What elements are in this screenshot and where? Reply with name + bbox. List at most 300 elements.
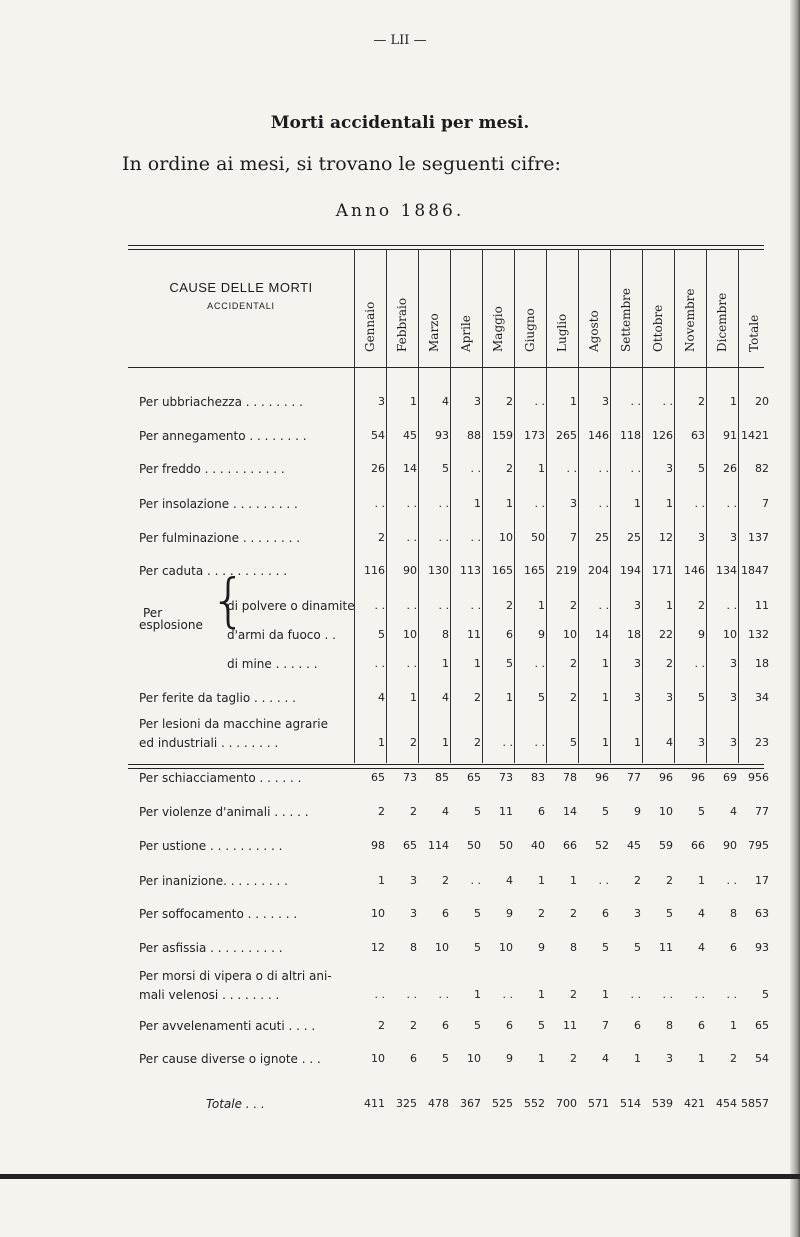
row-label-cont: ed industriali . . . . . . . . — [139, 736, 279, 750]
row-label: Per soffocamento . . . . . . . — [139, 907, 298, 921]
month-header: Ottobre — [651, 304, 665, 352]
table-cell: 194 — [620, 564, 641, 577]
table-cell: 77 — [627, 771, 641, 784]
table-cell: . . — [470, 462, 481, 475]
table-cell: . . — [470, 874, 481, 887]
page-edge — [790, 0, 800, 1237]
month-header: Marzo — [427, 313, 441, 352]
table-cell: 45 — [627, 839, 641, 852]
table-cell: . . — [438, 599, 449, 612]
table-cell: 8 — [666, 1019, 673, 1032]
table-cell: 10 — [563, 628, 577, 641]
table-cell: . . — [438, 531, 449, 544]
table-cell: 1 — [506, 691, 513, 704]
table-cell: 219 — [556, 564, 577, 577]
table-cell: 5 — [474, 907, 481, 920]
table-cell: 54 — [371, 429, 385, 442]
table-cell: 5 — [570, 736, 577, 749]
table-cell: 23 — [755, 736, 769, 749]
table-cell: 20 — [755, 395, 769, 408]
total-cell: 514 — [620, 1097, 641, 1110]
table-cell: 22 — [659, 628, 673, 641]
table-cell: 83 — [531, 771, 545, 784]
table-cell: 2 — [378, 531, 385, 544]
table-cell: 2 — [634, 874, 641, 887]
table-cell: 12 — [659, 531, 673, 544]
table-rule — [128, 249, 764, 250]
table-cell: 93 — [755, 941, 769, 954]
table-cell: 4 — [442, 395, 449, 408]
table-cell: 1 — [698, 874, 705, 887]
table-cell: 11 — [499, 805, 513, 818]
table-cell: 2 — [474, 691, 481, 704]
table-cell: 1 — [730, 1019, 737, 1032]
month-header: Aprile — [459, 315, 473, 352]
table-cell: 2 — [570, 657, 577, 670]
table-cell: 1 — [634, 1052, 641, 1065]
table-cell: 1 — [602, 736, 609, 749]
table-cell: 11 — [659, 941, 673, 954]
table-cell: 5 — [506, 657, 513, 670]
table-cell: 9 — [506, 907, 513, 920]
header-rule — [128, 367, 764, 368]
table-cell: 5 — [634, 941, 641, 954]
table-cell: 11 — [755, 599, 769, 612]
table-cell: . . — [630, 988, 641, 1001]
table-cell: 3 — [602, 395, 609, 408]
table-cell: 82 — [755, 462, 769, 475]
table-cell: 50 — [467, 839, 481, 852]
table-cell: 2 — [730, 1052, 737, 1065]
table-cell: 10 — [403, 628, 417, 641]
total-cell: 411 — [364, 1097, 385, 1110]
table-cell: 10 — [435, 941, 449, 954]
table-cell: 2 — [410, 736, 417, 749]
table-cell: 2 — [666, 657, 673, 670]
table-cell: 2 — [474, 736, 481, 749]
table-cell: 2 — [666, 874, 673, 887]
table-cell: 5 — [602, 941, 609, 954]
table-cell: 6 — [410, 1052, 417, 1065]
table-cell: 795 — [748, 839, 769, 852]
table-cell: . . — [406, 988, 417, 1001]
table-cell: 1 — [442, 736, 449, 749]
row-label: Per cause diverse o ignote . . . — [139, 1052, 321, 1066]
table-cell: 25 — [595, 531, 609, 544]
table-cell: 1 — [410, 691, 417, 704]
table-cell: 3 — [570, 497, 577, 510]
table-cell: 96 — [595, 771, 609, 784]
table-cell: . . — [726, 497, 737, 510]
table-cell: 17 — [755, 874, 769, 887]
table-cell: 1 — [634, 497, 641, 510]
total-cell: 367 — [460, 1097, 481, 1110]
page-number: — LII — — [373, 33, 427, 48]
table-cell: . . — [598, 874, 609, 887]
table-cell: 98 — [371, 839, 385, 852]
table-cell: 1 — [378, 874, 385, 887]
table-cell: 9 — [634, 805, 641, 818]
row-label: Per insolazione . . . . . . . . . — [139, 497, 298, 511]
table-cell: 78 — [563, 771, 577, 784]
cause-header-line2: ACCIDENTALI — [207, 301, 275, 311]
table-cell: 173 — [524, 429, 545, 442]
table-cell: 3 — [474, 395, 481, 408]
table-cell: 1 — [570, 874, 577, 887]
table-cell: 65 — [755, 1019, 769, 1032]
row-label: d'armi da fuoco . . — [227, 628, 336, 642]
intro-text: In ordine ai mesi, si trovano le seguenti cifre: — [122, 153, 561, 175]
row-label: Per avvelenamenti acuti . . . . — [139, 1019, 316, 1033]
table-cell: 3 — [634, 907, 641, 920]
table-cell: . . — [534, 395, 545, 408]
table-cell: 88 — [467, 429, 481, 442]
table-cell: 2 — [570, 1052, 577, 1065]
row-label: Per inanizione. . . . . . . . . — [139, 874, 288, 888]
table-cell: . . — [726, 988, 737, 1001]
table-rule — [128, 245, 764, 246]
table-cell: 2 — [442, 874, 449, 887]
table-cell: 85 — [435, 771, 449, 784]
table-cell: 18 — [755, 657, 769, 670]
table-cell: 59 — [659, 839, 673, 852]
table-cell: 1 — [538, 874, 545, 887]
month-header: Agosto — [587, 310, 601, 352]
table-cell: 3 — [634, 599, 641, 612]
page-title: Morti accidentali per mesi. — [270, 113, 530, 133]
year-label: Anno 1886. — [335, 201, 465, 221]
table-rule — [128, 768, 764, 769]
table-cell: 6 — [506, 1019, 513, 1032]
table-cell: 3 — [378, 395, 385, 408]
table-cell: 4 — [698, 941, 705, 954]
row-label: Per lesioni da macchine agrarie — [139, 717, 329, 731]
table-cell: 2 — [506, 462, 513, 475]
table-cell: 5 — [698, 462, 705, 475]
table-cell: . . — [726, 874, 737, 887]
table-cell: 3 — [666, 691, 673, 704]
month-header: Dicembre — [715, 292, 729, 352]
table-cell: 69 — [723, 771, 737, 784]
row-label: di mine . . . . . . — [227, 657, 318, 671]
table-cell: 10 — [499, 941, 513, 954]
table-cell: 10 — [723, 628, 737, 641]
table-cell: 34 — [755, 691, 769, 704]
table-cell: 1 — [602, 657, 609, 670]
table-cell: 8 — [570, 941, 577, 954]
row-label: Per ustione . . . . . . . . . . — [139, 839, 283, 853]
table-cell: . . — [374, 657, 385, 670]
cause-header-line1: CAUSE DELLE MORTI — [169, 280, 313, 295]
table-cell: 1 — [666, 599, 673, 612]
table-cell: . . — [438, 497, 449, 510]
table-cell: 8 — [730, 907, 737, 920]
cause-column-header — [128, 280, 354, 311]
table-cell: 2 — [570, 599, 577, 612]
table-cell: 113 — [460, 564, 481, 577]
table-cell: . . — [630, 462, 641, 475]
table-cell: . . — [374, 988, 385, 1001]
table-cell: 7 — [570, 531, 577, 544]
month-header: Novembre — [683, 288, 697, 352]
table-cell: 2 — [410, 1019, 417, 1032]
row-label: Per violenze d'animali . . . . . — [139, 805, 309, 819]
table-cell: 2 — [698, 395, 705, 408]
table-cell: 9 — [506, 1052, 513, 1065]
table-cell: 3 — [730, 531, 737, 544]
table-cell: 3 — [634, 691, 641, 704]
total-cell: 454 — [716, 1097, 737, 1110]
total-cell: 525 — [492, 1097, 513, 1110]
total-cell: 5857 — [741, 1097, 769, 1110]
table-cell: 5 — [474, 805, 481, 818]
month-header: Luglio — [555, 313, 569, 352]
table-cell: 8 — [442, 628, 449, 641]
table-cell: 1 — [474, 497, 481, 510]
table-cell: 9 — [538, 628, 545, 641]
table-cell: 1 — [538, 462, 545, 475]
row-label: Per fulminazione . . . . . . . . — [139, 531, 301, 545]
table-rule — [128, 764, 764, 765]
table-cell: 5 — [474, 941, 481, 954]
table-cell: 3 — [666, 1052, 673, 1065]
table-cell: 116 — [364, 564, 385, 577]
table-cell: 45 — [403, 429, 417, 442]
table-cell: 265 — [556, 429, 577, 442]
month-header: Maggio — [491, 306, 505, 352]
table-cell: 3 — [730, 736, 737, 749]
table-cell: . . — [598, 599, 609, 612]
table-cell: 146 — [684, 564, 705, 577]
table-cell: 4 — [378, 691, 385, 704]
table-cell: . . — [438, 988, 449, 1001]
table-cell: 204 — [588, 564, 609, 577]
table-cell: 2 — [506, 599, 513, 612]
table-cell: 159 — [492, 429, 513, 442]
month-header: Giugno — [523, 308, 537, 352]
table-cell: 7 — [762, 497, 769, 510]
total-cell: 552 — [524, 1097, 545, 1110]
total-cell: 700 — [556, 1097, 577, 1110]
table-cell: 3 — [698, 531, 705, 544]
table-cell: 4 — [506, 874, 513, 887]
table-cell: 6 — [506, 628, 513, 641]
table-cell: 10 — [371, 1052, 385, 1065]
table-cell: 3 — [698, 736, 705, 749]
table-cell: 8 — [410, 941, 417, 954]
table-cell: . . — [374, 599, 385, 612]
month-header: Febbraio — [395, 297, 409, 352]
table-cell: . . — [534, 657, 545, 670]
table-cell: . . — [406, 531, 417, 544]
table-cell: 12 — [371, 941, 385, 954]
table-cell: . . — [502, 988, 513, 1001]
table-cell: 10 — [467, 1052, 481, 1065]
table-cell: 5 — [474, 1019, 481, 1032]
table-cell: 126 — [652, 429, 673, 442]
table-cell: 6 — [698, 1019, 705, 1032]
table-cell: 1 — [698, 1052, 705, 1065]
table-cell: 2 — [570, 691, 577, 704]
table-cell: 11 — [563, 1019, 577, 1032]
table-cell: 1847 — [741, 564, 769, 577]
row-label: Per caduta . . . . . . . . . . . — [139, 564, 288, 578]
table-cell: 25 — [627, 531, 641, 544]
table-cell: 14 — [403, 462, 417, 475]
table-cell: 6 — [538, 805, 545, 818]
esplosione-group-label — [139, 607, 203, 631]
table-cell: 77 — [755, 805, 769, 818]
table-cell: . . — [406, 497, 417, 510]
table-cell: 134 — [716, 564, 737, 577]
table-cell: 93 — [435, 429, 449, 442]
total-cell: 478 — [428, 1097, 449, 1110]
table-cell: 66 — [691, 839, 705, 852]
page-bottom-edge — [0, 1174, 800, 1179]
table-cell: . . — [694, 497, 705, 510]
table-cell: 65 — [467, 771, 481, 784]
table-cell: . . — [374, 497, 385, 510]
table-cell: 4 — [602, 1052, 609, 1065]
table-cell: 65 — [371, 771, 385, 784]
table-cell: 50 — [499, 839, 513, 852]
table-cell: . . — [630, 395, 641, 408]
table-cell: 5 — [762, 988, 769, 1001]
table-cell: 73 — [499, 771, 513, 784]
table-cell: 1 — [602, 988, 609, 1001]
table-cell: . . — [470, 599, 481, 612]
table-cell: 6 — [442, 1019, 449, 1032]
table-cell: 171 — [652, 564, 673, 577]
table-cell: 3 — [410, 874, 417, 887]
table-cell: 63 — [691, 429, 705, 442]
table-cell: 54 — [755, 1052, 769, 1065]
table-cell: 26 — [371, 462, 385, 475]
table-cell: . . — [406, 657, 417, 670]
month-header: Gennaio — [363, 301, 377, 352]
table-cell: . . — [726, 599, 737, 612]
table-cell: . . — [694, 657, 705, 670]
total-label: Totale . . . — [206, 1097, 265, 1111]
table-cell: 91 — [723, 429, 737, 442]
row-label: Per annegamento . . . . . . . . — [139, 429, 307, 443]
table-cell: 2 — [570, 988, 577, 1001]
table-cell: 5 — [602, 805, 609, 818]
table-cell: 5 — [698, 805, 705, 818]
table-cell: 3 — [634, 657, 641, 670]
table-cell: 1 — [474, 657, 481, 670]
table-cell: 6 — [730, 941, 737, 954]
table-cell: 5 — [698, 691, 705, 704]
table-cell: 2 — [538, 907, 545, 920]
table-cell: 6 — [634, 1019, 641, 1032]
table-cell: 9 — [698, 628, 705, 641]
table-cell: 50 — [531, 531, 545, 544]
table-cell: . . — [694, 988, 705, 1001]
table-cell: . . — [598, 497, 609, 510]
esplosione-label-line1: Per — [143, 606, 163, 620]
table-cell: 2 — [378, 805, 385, 818]
table-cell: 96 — [659, 771, 673, 784]
table-cell: 5 — [538, 691, 545, 704]
table-cell: . . — [534, 736, 545, 749]
total-cell: 571 — [588, 1097, 609, 1110]
table-cell: 3 — [666, 462, 673, 475]
month-header: Totale — [747, 314, 761, 352]
row-label: Per schiacciamento . . . . . . — [139, 771, 302, 785]
table-cell: . . — [566, 462, 577, 475]
table-cell: . . — [534, 497, 545, 510]
table-cell: 3 — [730, 691, 737, 704]
table-cell: 6 — [442, 907, 449, 920]
table-cell: 26 — [723, 462, 737, 475]
table-cell: 1 — [666, 497, 673, 510]
table-cell: 4 — [442, 691, 449, 704]
month-header: Settembre — [619, 288, 633, 352]
group-brace: { — [210, 566, 247, 634]
table-cell: 1 — [538, 1052, 545, 1065]
row-label-cont: mali velenosi . . . . . . . . — [139, 988, 280, 1002]
table-cell: 4 — [666, 736, 673, 749]
table-cell: 66 — [563, 839, 577, 852]
table-cell: . . — [502, 736, 513, 749]
table-cell: 63 — [755, 907, 769, 920]
table-cell: 3 — [730, 657, 737, 670]
table-cell: 165 — [524, 564, 545, 577]
table-cell: 5 — [442, 1052, 449, 1065]
table-cell: . . — [406, 599, 417, 612]
table-cell: . . — [662, 395, 673, 408]
total-cell: 325 — [396, 1097, 417, 1110]
row-label: Per ubbriachezza . . . . . . . . — [139, 395, 303, 409]
table-cell: 73 — [403, 771, 417, 784]
table-cell: 1 — [442, 657, 449, 670]
row-label: Per asfissia . . . . . . . . . . — [139, 941, 283, 955]
table-cell: 132 — [748, 628, 769, 641]
table-cell: 52 — [595, 839, 609, 852]
table-cell: 114 — [428, 839, 449, 852]
total-cell: 539 — [652, 1097, 673, 1110]
table-cell: 1 — [506, 497, 513, 510]
table-cell: 11 — [467, 628, 481, 641]
table-cell: 2 — [378, 1019, 385, 1032]
table-cell: 1 — [730, 395, 737, 408]
table-cell: 1 — [538, 988, 545, 1001]
table-cell: 5 — [538, 1019, 545, 1032]
total-cell: 421 — [684, 1097, 705, 1110]
table-cell: 3 — [410, 907, 417, 920]
table-cell: 1 — [378, 736, 385, 749]
table-cell: 2 — [410, 805, 417, 818]
table-cell: 5 — [666, 907, 673, 920]
table-cell: 5 — [442, 462, 449, 475]
row-label: di polvere o dinamite — [227, 599, 355, 613]
table-cell: 1421 — [741, 429, 769, 442]
table-cell: 7 — [602, 1019, 609, 1032]
table-cell: 65 — [403, 839, 417, 852]
table-cell: 1 — [634, 736, 641, 749]
table-cell: 1 — [538, 599, 545, 612]
table-cell: 2 — [698, 599, 705, 612]
table-cell: 9 — [538, 941, 545, 954]
table-cell: 18 — [627, 628, 641, 641]
table-cell: 1 — [570, 395, 577, 408]
table-cell: 4 — [442, 805, 449, 818]
table-cell: 1 — [410, 395, 417, 408]
table-cell: 2 — [570, 907, 577, 920]
table-cell: 130 — [428, 564, 449, 577]
esplosione-label-line2: esplosione — [139, 618, 203, 632]
